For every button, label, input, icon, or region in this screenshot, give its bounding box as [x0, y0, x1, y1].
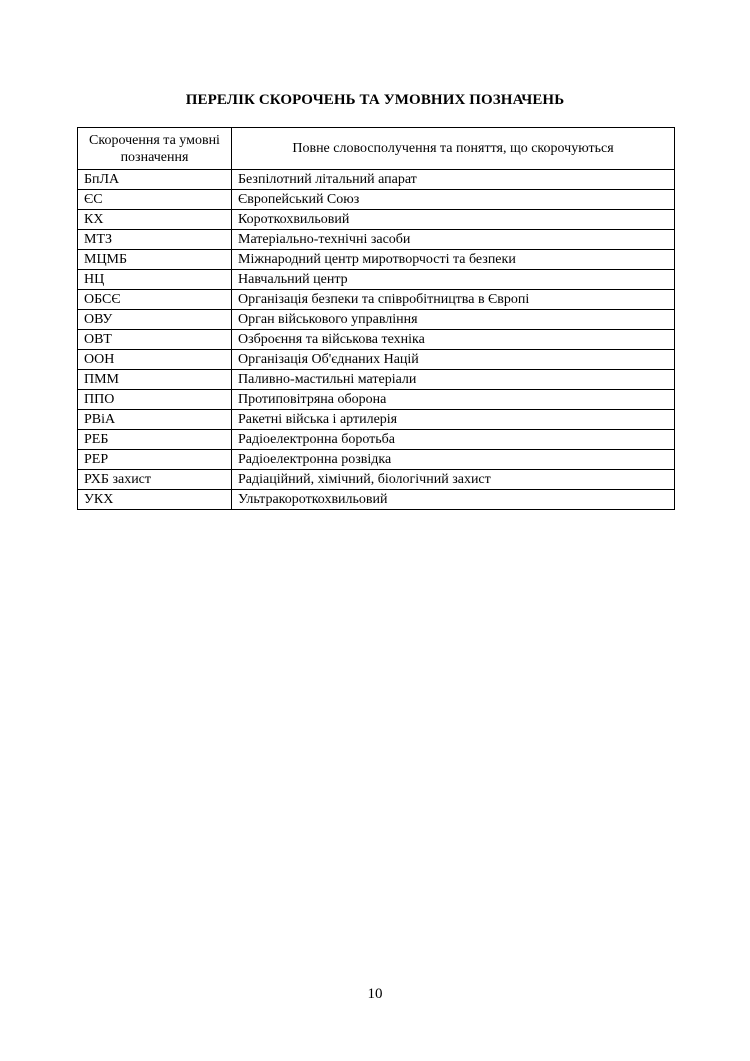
- abbreviations-table: [77, 127, 675, 510]
- table-row: [78, 470, 675, 490]
- table-row: [78, 390, 675, 410]
- full-term-cell: Радіоелектронна розвідка: [232, 450, 675, 470]
- full-term-cell: Організація безпеки та співробітництва в Європі: [232, 290, 675, 310]
- full-term-cell: Навчальний центр: [232, 270, 675, 290]
- abbreviation-cell: РЕБ: [78, 430, 232, 450]
- page-number: 10: [367, 986, 383, 1002]
- table-row: [78, 250, 675, 270]
- table-row: [78, 370, 675, 390]
- table-row: [78, 230, 675, 250]
- abbreviation-cell: МЦМБ: [78, 250, 232, 270]
- abbreviation-cell: ЄС: [78, 190, 232, 210]
- full-term-cell: Матеріально-технічні засоби: [232, 230, 675, 250]
- abbreviation-cell: ООН: [78, 350, 232, 370]
- table-row: [78, 490, 675, 510]
- abbreviation-cell: УКХ: [78, 490, 232, 510]
- abbreviation-cell: ОВТ: [78, 330, 232, 350]
- page-title: ПЕРЕЛІК СКОРОЧЕНЬ ТА УМОВНИХ ПОЗНАЧЕНЬ: [185, 92, 565, 108]
- table-row: [78, 330, 675, 350]
- table-row: [78, 410, 675, 430]
- full-term-cell: Короткохвильовий: [232, 210, 675, 230]
- table-body: [78, 170, 675, 510]
- table-row: [78, 450, 675, 470]
- abbreviation-cell: КХ: [78, 210, 232, 230]
- abbreviation-cell: ОВУ: [78, 310, 232, 330]
- abbreviation-cell: ПММ: [78, 370, 232, 390]
- full-term-cell: Радіаційний, хімічний, біологічний захист: [232, 470, 675, 490]
- table-header-row: [78, 128, 675, 170]
- table-row: [78, 190, 675, 210]
- full-term-cell: Ракетні війська і артилерія: [232, 410, 675, 430]
- column-header-abbreviation: Скорочення та умовні позначення: [78, 128, 232, 170]
- full-term-cell: Орган військового управління: [232, 310, 675, 330]
- full-term-cell: Радіоелектронна боротьба: [232, 430, 675, 450]
- full-term-cell: Озброєння та військова техніка: [232, 330, 675, 350]
- full-term-cell: Європейський Союз: [232, 190, 675, 210]
- table-row: [78, 350, 675, 370]
- abbreviation-cell: ОБСЄ: [78, 290, 232, 310]
- full-term-cell: Протиповітряна оборона: [232, 390, 675, 410]
- abbreviation-cell: РЕР: [78, 450, 232, 470]
- abbreviation-cell: БпЛА: [78, 170, 232, 190]
- abbreviation-cell: МТЗ: [78, 230, 232, 250]
- full-term-cell: Організація Об'єднаних Націй: [232, 350, 675, 370]
- full-term-cell: Ультракороткохвильовий: [232, 490, 675, 510]
- table-row: [78, 290, 675, 310]
- table-row: [78, 430, 675, 450]
- abbreviation-cell: НЦ: [78, 270, 232, 290]
- full-term-cell: Паливно-мастильні матеріали: [232, 370, 675, 390]
- full-term-cell: Безпілотний літальний апарат: [232, 170, 675, 190]
- full-term-cell: Міжнародний центр миротворчості та безпеки: [232, 250, 675, 270]
- table-row: [78, 310, 675, 330]
- table-row: [78, 270, 675, 290]
- abbreviation-cell: ППО: [78, 390, 232, 410]
- table-row: [78, 210, 675, 230]
- column-header-full-term: Повне словосполучення та поняття, що скорочуються: [232, 128, 675, 170]
- abbreviation-cell: РХБ захист: [78, 470, 232, 490]
- abbreviation-cell: РВіА: [78, 410, 232, 430]
- table-row: [78, 170, 675, 190]
